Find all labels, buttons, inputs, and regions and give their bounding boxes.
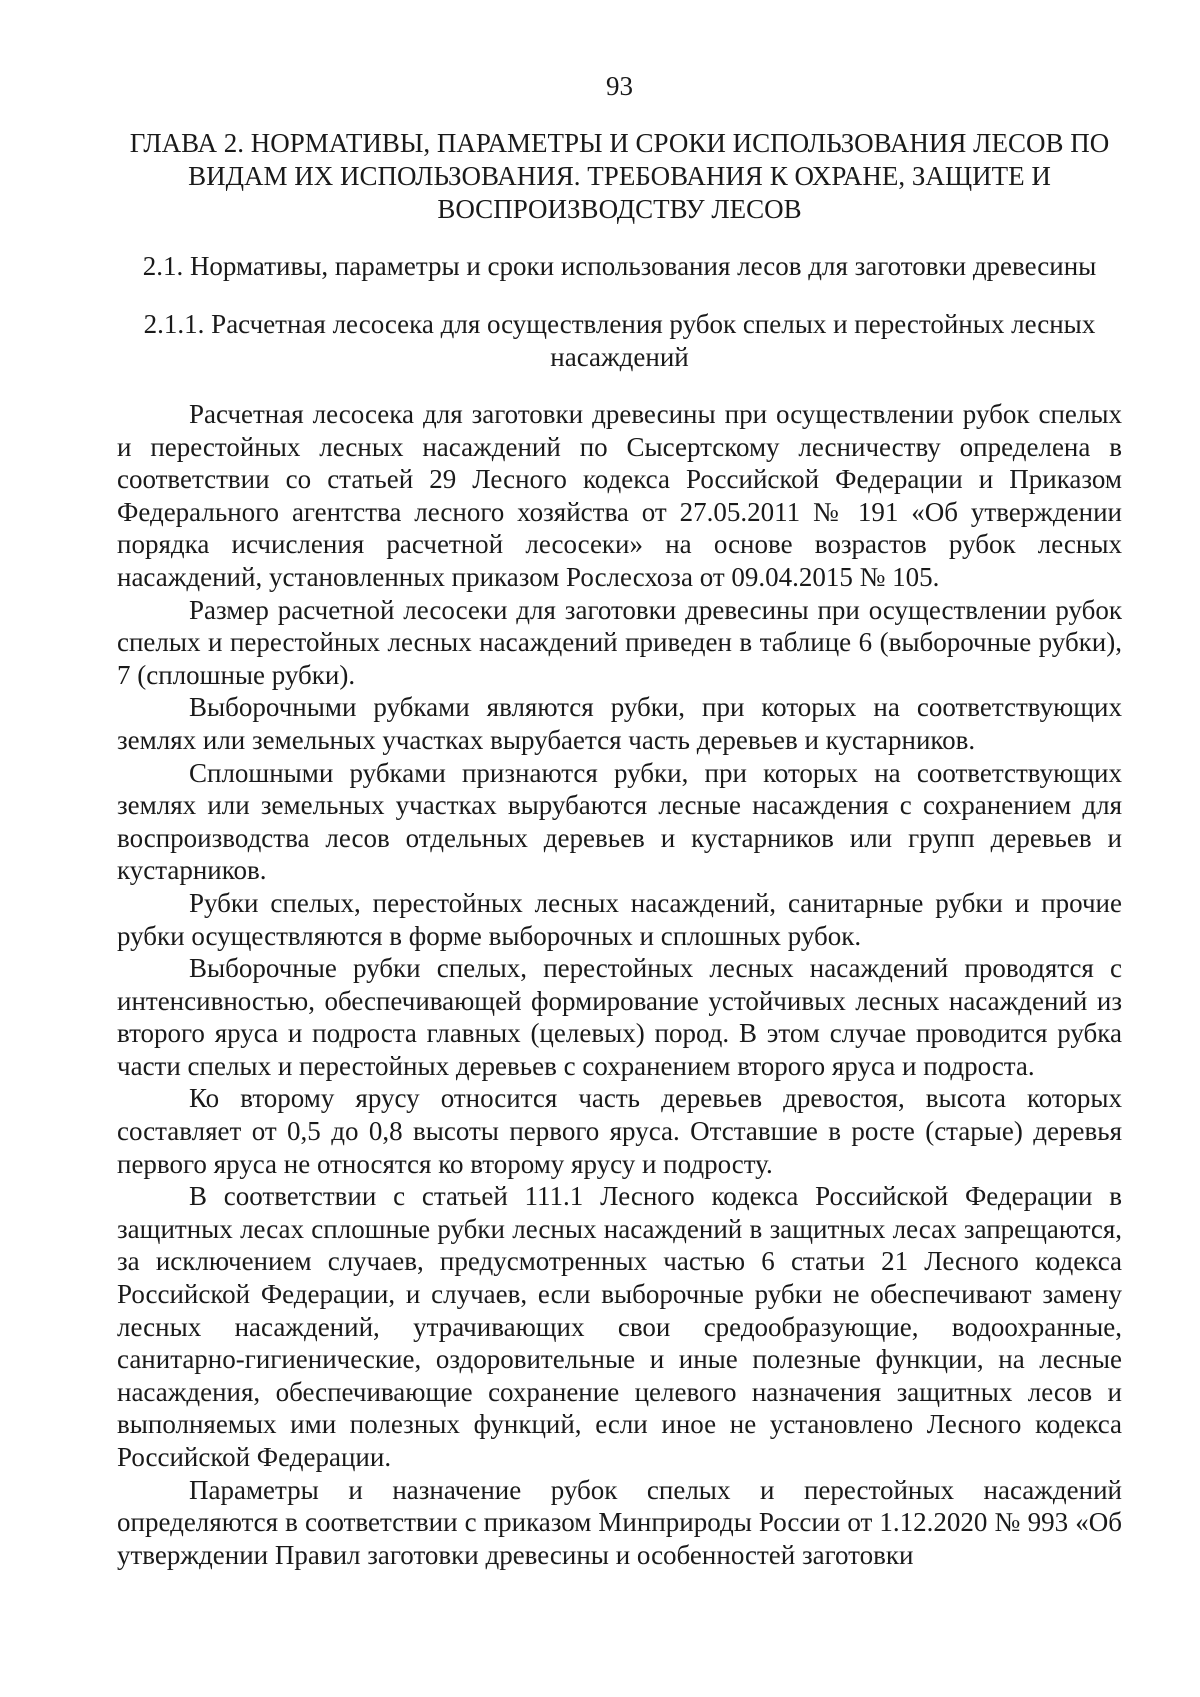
subsection-title: 2.1.1. Расчетная лесосека для осуществления рубок спелых и перестойных лесных насаждений xyxy=(143,309,1096,372)
section-title: 2.1. Нормативы, параметры и сроки использования лесов для заготовки древесины xyxy=(142,251,1097,281)
paragraph: Размер расчетной лесосеки для заготовки древесины при осуществлении рубок спелых и перестойных лесных насаждений приведен в таблице 6 (выборочные рубки), 7 (сплошные рубки). xyxy=(117,594,1122,690)
paragraph: Выборочными рубками являются рубки, при которых на соответствующих землях или земельных участках вырубается часть деревьев и кустарников. xyxy=(117,692,1122,755)
paragraph: Ко второму ярусу относится часть деревьев древостоя, высота которых составляет от 0,5 до 0,8 высоты первого яруса. Отставшие в росте (старые) деревья первого яруса не относятся ко второму ярусу и подросту. xyxy=(117,1083,1122,1179)
body-text xyxy=(117,398,1122,1571)
paragraph: В соответствии с статьей 111.1 Лесного кодекса Российской Федерации в защитных лесах сплошные рубки лесных насаждений в защитных лесах запрещаются, за исключением случаев, предусмотренных частью 6 статьи 21 Лесного кодекса Российской Федерации, и случаев, если выборочные рубки не обеспечивают замену лесных насаждений, утрачивающих свои средообразующие, водоохранные, санитарно-гигиенические, оздоровительные и иные полезные функции, на лесные насаждения, обеспечивающие сохранение целевого назначения защитных лесов и выполняемых ими полезных функций, если иное не установлено Лесного кодекса Российской Федерации. xyxy=(117,1181,1122,1472)
paragraph: Рубки спелых, перестойных лесных насаждений, санитарные рубки и прочие рубки осуществляются в форме выборочных и сплошных рубок. xyxy=(117,887,1122,951)
chapter-title: ГЛАВА 2. НОРМАТИВЫ, ПАРАМЕТРЫ И СРОКИ ИСПОЛЬЗОВАНИЯ ЛЕСОВ ПО ВИДАМ ИХ ИСПОЛЬЗОВАНИЯ. ТРЕБОВАНИЯ К ОХРАНЕ, ЗАЩИТЕ И ВОСПРОИЗВОДСТВУ ЛЕСОВ xyxy=(129,128,1110,224)
paragraph: Выборочные рубки спелых, перестойных лесных насаждений проводятся с интенсивностью, обеспечивающей формирование устойчивых лесных насаждений из второго яруса и подроста главных (целевых) пород. В этом случае проводится рубка части спелых и перестойных деревьев с сохранением второго яруса и подроста. xyxy=(117,953,1122,1081)
paragraph: Расчетная лесосека для заготовки древесины при осуществлении рубок спелых и перестойных лесных насаждений по Сысертскому лесничеству определена в соответствии со статьей 29 Лесного кодекса Российской Федерации и Приказом Федерального агентства лесного хозяйства от 27.05.2011 № 191 «Об утверждении порядка исчисления расчетной лесосеки» на основе возрастов рубок лесных насаждений, установленных приказом Рослесхоза от 09.04.2015 № 105. xyxy=(117,399,1122,592)
paragraph: Сплошными рубками признаются рубки, при которых на соответствующих землях или земельных участках вырубаются лесные насаждения с сохранением для воспроизводства лесов отдельных деревьев и кустарников или групп деревьев и кустарников. xyxy=(117,757,1122,886)
paragraph: Параметры и назначение рубок спелых и перестойных насаждений определяются в соответствии с приказом Минприроды России от 1.12.2020 № 993 «Об утверждении Правил заготовки древесины и особенностей заготовки xyxy=(117,1474,1122,1570)
page-number: 93 xyxy=(606,71,633,101)
